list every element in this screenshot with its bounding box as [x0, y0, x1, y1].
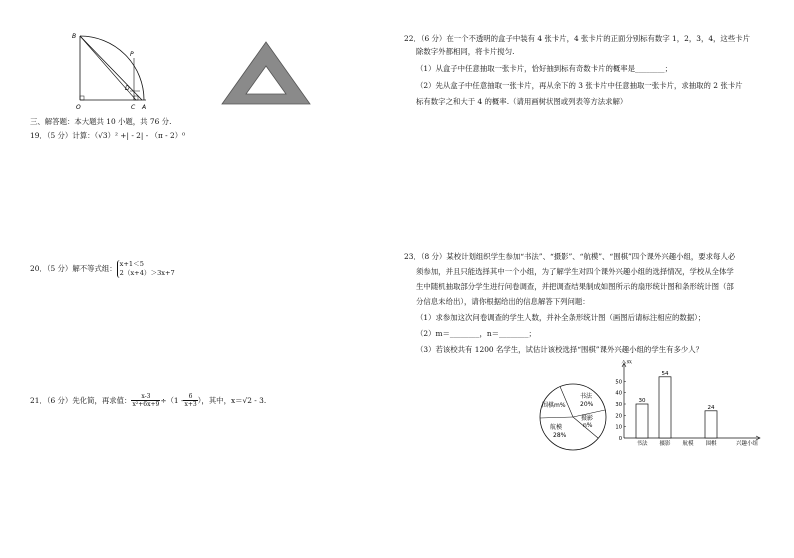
y-tick-label: 40 — [615, 390, 622, 397]
question-21-suffix: ），其中，x＝√2 - 3. — [197, 395, 267, 405]
fraction-1-numerator: x-3 — [131, 393, 160, 401]
label-O: O — [76, 104, 81, 111]
y-tick-label: 10 — [615, 424, 622, 431]
label-D: D — [125, 85, 130, 92]
bar-value-label: 24 — [707, 404, 715, 411]
pie-label-weiqi: 围棋m% — [542, 402, 566, 409]
x-tick-label: 摄影 — [659, 441, 671, 447]
bar-chart — [612, 360, 782, 450]
y-tick-label: 0 — [618, 436, 622, 442]
bar — [636, 404, 648, 438]
x-tick-label: 航模 — [682, 441, 694, 447]
question-21 — [30, 393, 266, 408]
q22-line-5: 标有数字之和大于 4 的概率.（请用画树状图或列表等方法求解） — [416, 97, 628, 106]
pie-label-sheying: 摄影 — [581, 415, 594, 422]
inequality-line-2: 2（x+4）＞3x+7 — [119, 269, 175, 277]
question-19: 19．（5 分）计算：（√3）² +| - 2| - （π - 2）⁰ — [30, 131, 186, 140]
question-20 — [30, 260, 175, 278]
q22-line-4: （2）先从盒子中任意抽取一张卡片，再从余下的 3 张卡片中任意抽取一张卡片，求抽取的 2 张卡片 — [416, 81, 743, 90]
q23-line-7: （3）若该校共有 1200 名学生，试估计该校选择“围棋”课外兴趣小组的学生有多少人？ — [416, 345, 704, 354]
fraction-2-numerator: 6 — [183, 393, 197, 401]
q23-line-4: 分信息未给出），请你根据给出的信息解答下列问题： — [416, 297, 590, 306]
bar-value-label: 30 — [638, 398, 646, 404]
bar-value-label: 54 — [661, 370, 669, 377]
bar — [659, 377, 671, 438]
fraction-1 — [131, 393, 160, 408]
y-tick-label: 20 — [615, 413, 622, 420]
question-21-mid: ÷（1 - — [160, 395, 184, 405]
pie-label-shufa-pct: 20% — [580, 401, 594, 408]
inequality-line-1: x+1＜5 — [119, 260, 144, 268]
y-axis-label: 人数 — [621, 360, 633, 365]
x-axis-label: 兴趣小组 — [736, 441, 759, 447]
quarter-circle-figure — [70, 28, 160, 112]
x-tick-label: 书法 — [636, 441, 648, 447]
q23-line-3: 生中随机抽取部分学生进行问卷调查，并把调查结果制成如图所示的扇形统计图和条形统计图（部 — [416, 282, 734, 291]
section-three-heading: 三、解答题：本大题共 10 小题，共 76 分. — [30, 117, 172, 126]
q22-line-1: 22．（6 分）在一个不透明的盒子中装有 4 张卡片，4 张卡片的正面分别标有数字 1，2，3，4，这些卡片 — [404, 34, 750, 43]
y-tick-label: 30 — [615, 402, 622, 408]
pie-label-shufa: 书法 — [580, 393, 593, 400]
q22-line-2: 除数字外都相同，将卡片搅匀. — [416, 47, 515, 56]
pie-label-hangmo: 航模 — [550, 424, 563, 431]
q23-line-5: （1）求参加这次问卷调查的学生人数，并补全条形统计图（画图后请标注相应的数据）； — [416, 313, 706, 322]
pie-chart — [536, 380, 610, 454]
fraction-1-denominator: x²+6x+9 — [132, 401, 160, 408]
label-C: C — [131, 104, 136, 111]
question-21-prefix: 21．（6 分）先化简，再求值： — [30, 395, 132, 405]
label-P: P — [130, 51, 134, 58]
question-20-prefix: 20．（5 分）解不等式组： — [30, 264, 117, 273]
y-tick-label: 50 — [615, 379, 622, 386]
set-square-figure — [220, 40, 312, 106]
inequality-system — [117, 260, 175, 278]
label-A: A — [142, 104, 147, 111]
q23-line-2: 须参加，并且只能选择其中一个小组，为了解学生对四个课外兴趣小组的选择情况，学校从全体学 — [416, 267, 734, 276]
bar — [705, 411, 717, 438]
fraction-2 — [183, 393, 197, 408]
pie-label-sheying-pct: n% — [583, 422, 593, 429]
x-tick-label: 围棋 — [705, 441, 717, 447]
pie-label-hangmo-pct: 28% — [553, 432, 567, 439]
fraction-2-denominator: x+3 — [184, 401, 197, 408]
q23-line-6: （2）m＝________，n＝________； — [416, 329, 536, 338]
q23-line-1: 23．（8 分）某校计划组织学生参加“书法”、“摄影”、“航模”、“围棋”四个课外兴趣小组，要求每人必 — [404, 252, 736, 261]
q22-line-3: （1）从盒子中任意抽取一张卡片，恰好抽到标有奇数卡片的概率是________； — [416, 64, 672, 73]
label-B: B — [72, 33, 77, 40]
